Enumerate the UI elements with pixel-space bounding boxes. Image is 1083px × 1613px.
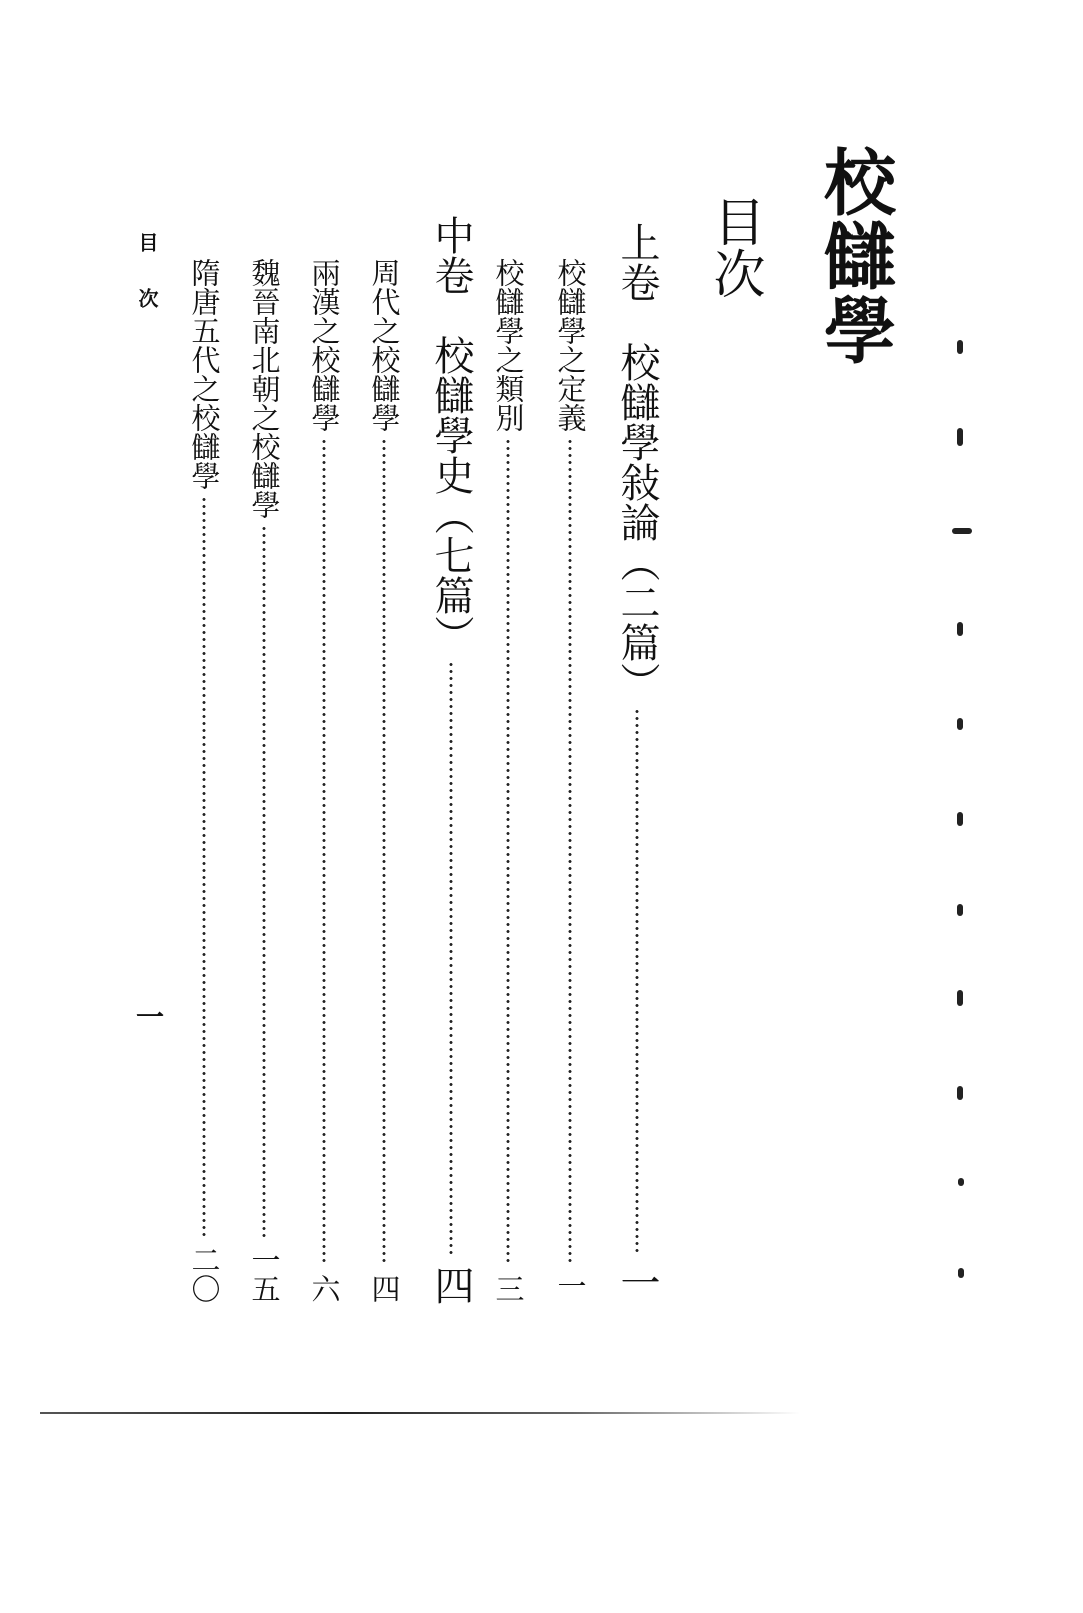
toc-entry[interactable]: [552, 258, 588, 1300]
binding-edge-mark: [957, 718, 963, 730]
binding-edge-mark: [957, 622, 963, 636]
toc-page-number: 一: [614, 1262, 660, 1302]
toc-entry[interactable]: [490, 258, 526, 1303]
running-head: 目次: [135, 232, 159, 344]
folio: 一: [132, 1002, 165, 1030]
dot-leader: [382, 438, 386, 1266]
toc-page-number: 六: [307, 1274, 342, 1303]
toc-entry-label: 校讎學之定義: [553, 258, 588, 432]
book-title: 校讎學: [812, 145, 897, 367]
toc-entry-label: 隋唐五代之校讎學: [187, 258, 222, 490]
toc-entry[interactable]: [306, 258, 342, 1303]
toc-entry[interactable]: [366, 258, 402, 1303]
binding-edge-mark: [957, 904, 963, 916]
toc-page-number: 四: [428, 1265, 474, 1305]
binding-edge-mark: [957, 812, 963, 826]
binding-edge-mark: [957, 340, 963, 354]
binding-edge-mark: [958, 1268, 964, 1278]
toc-entry-label: 魏晉南北朝之校讎學: [247, 258, 282, 519]
binding-edge-mark: [957, 428, 963, 446]
toc-page-number: 一: [553, 1271, 588, 1300]
toc-page-number: 二〇: [187, 1245, 222, 1303]
toc-entry[interactable]: [186, 258, 222, 1303]
toc-heading: 目次: [704, 195, 764, 299]
toc-entry-label: 周代之校讎學: [367, 258, 402, 432]
toc-section-label: 中卷 校讎學史（七篇）: [428, 215, 474, 655]
dot-leader: [635, 708, 639, 1254]
binding-edge-mark: [957, 1086, 963, 1100]
dot-leader: [322, 438, 326, 1266]
dot-leader: [449, 661, 453, 1257]
binding-edge-mark: [958, 1178, 964, 1186]
binding-edge-mark: [957, 990, 963, 1006]
toc-page-number: 四: [367, 1274, 402, 1303]
dot-leader: [202, 496, 206, 1237]
toc-entry[interactable]: [246, 258, 282, 1303]
toc-section-label: 上卷 校讎學敍論（二篇）: [614, 222, 660, 702]
toc-entry-label: 校讎學之類別: [491, 258, 526, 432]
toc-entry-label: 兩漢之校讎學: [307, 258, 342, 432]
dot-leader: [262, 525, 266, 1237]
dot-leader: [506, 438, 510, 1266]
binding-edge-mark: [952, 528, 972, 534]
toc-page-number: 一五: [247, 1245, 282, 1303]
toc-section-2[interactable]: [426, 215, 476, 1305]
toc-section-1[interactable]: [612, 222, 662, 1302]
toc-page-number: 三: [491, 1274, 526, 1303]
scan-edge-line: [40, 1412, 800, 1414]
dot-leader: [568, 438, 572, 1263]
